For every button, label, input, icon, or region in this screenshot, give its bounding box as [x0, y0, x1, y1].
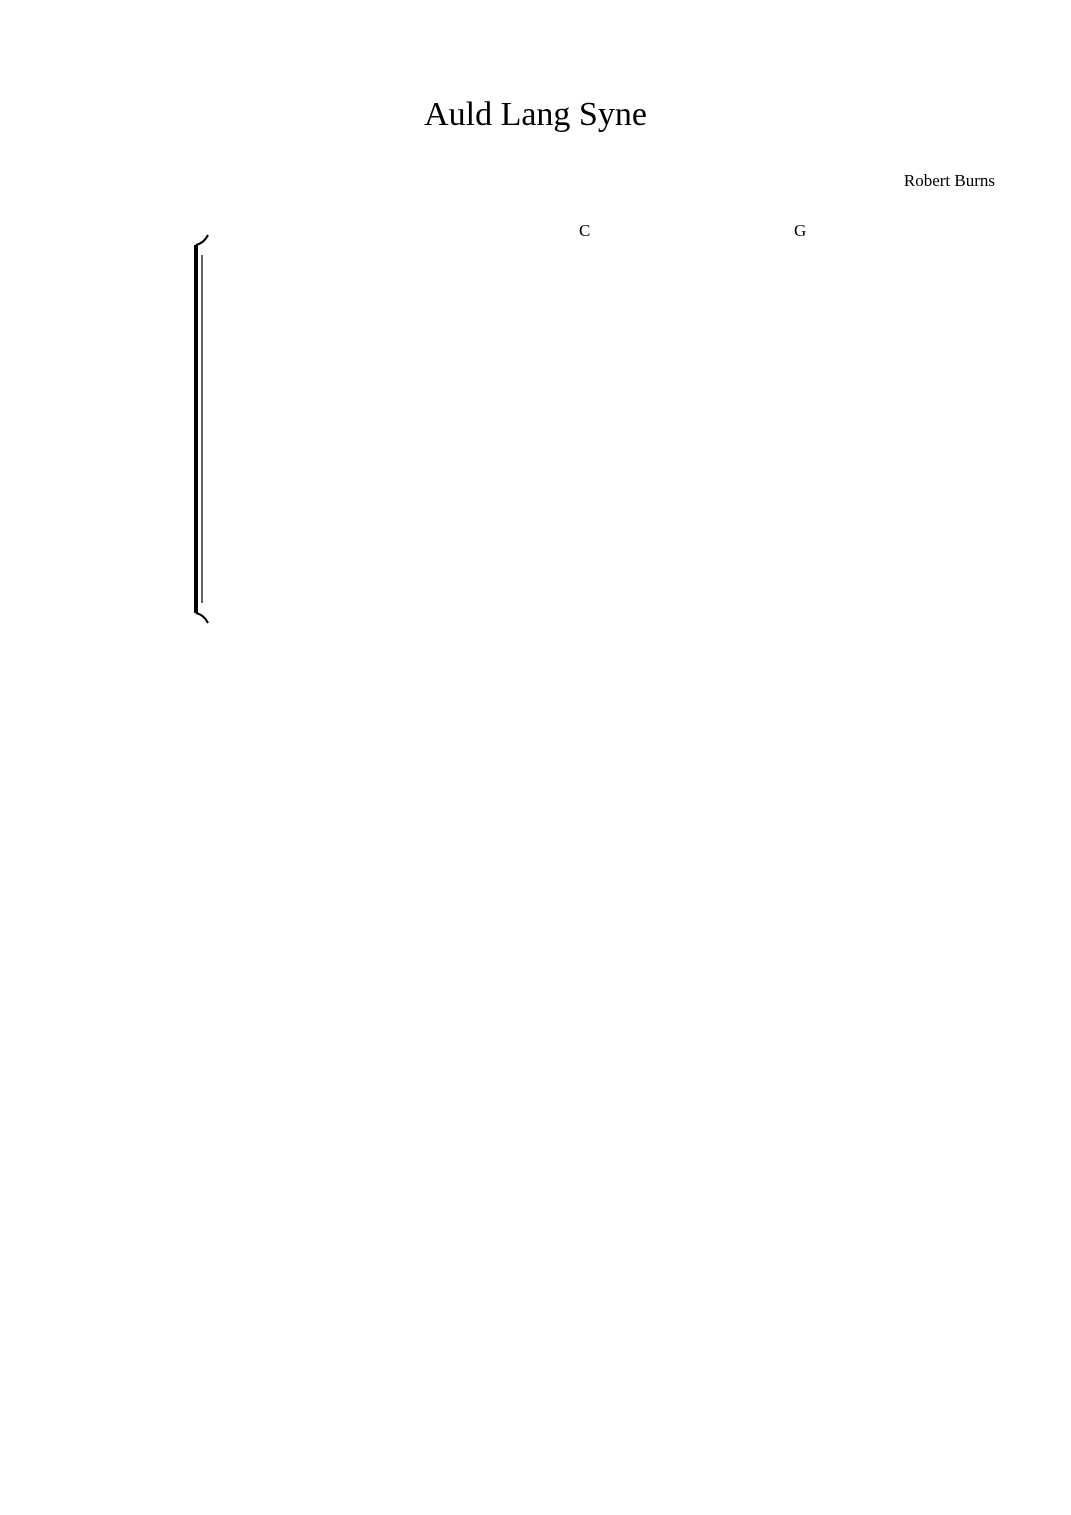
- chord-root: C: [579, 221, 591, 240]
- composer-credit: Robert Burns: [903, 171, 995, 190]
- bracket-hook-bottom: [196, 613, 208, 623]
- system-bracket: [194, 245, 198, 613]
- chord-symbol: [794, 221, 806, 240]
- chord-symbol: [579, 221, 590, 240]
- score-title: Auld Lang Syne: [424, 96, 647, 133]
- bracket-hook-top: [196, 235, 208, 245]
- chord-root: G: [794, 221, 807, 240]
